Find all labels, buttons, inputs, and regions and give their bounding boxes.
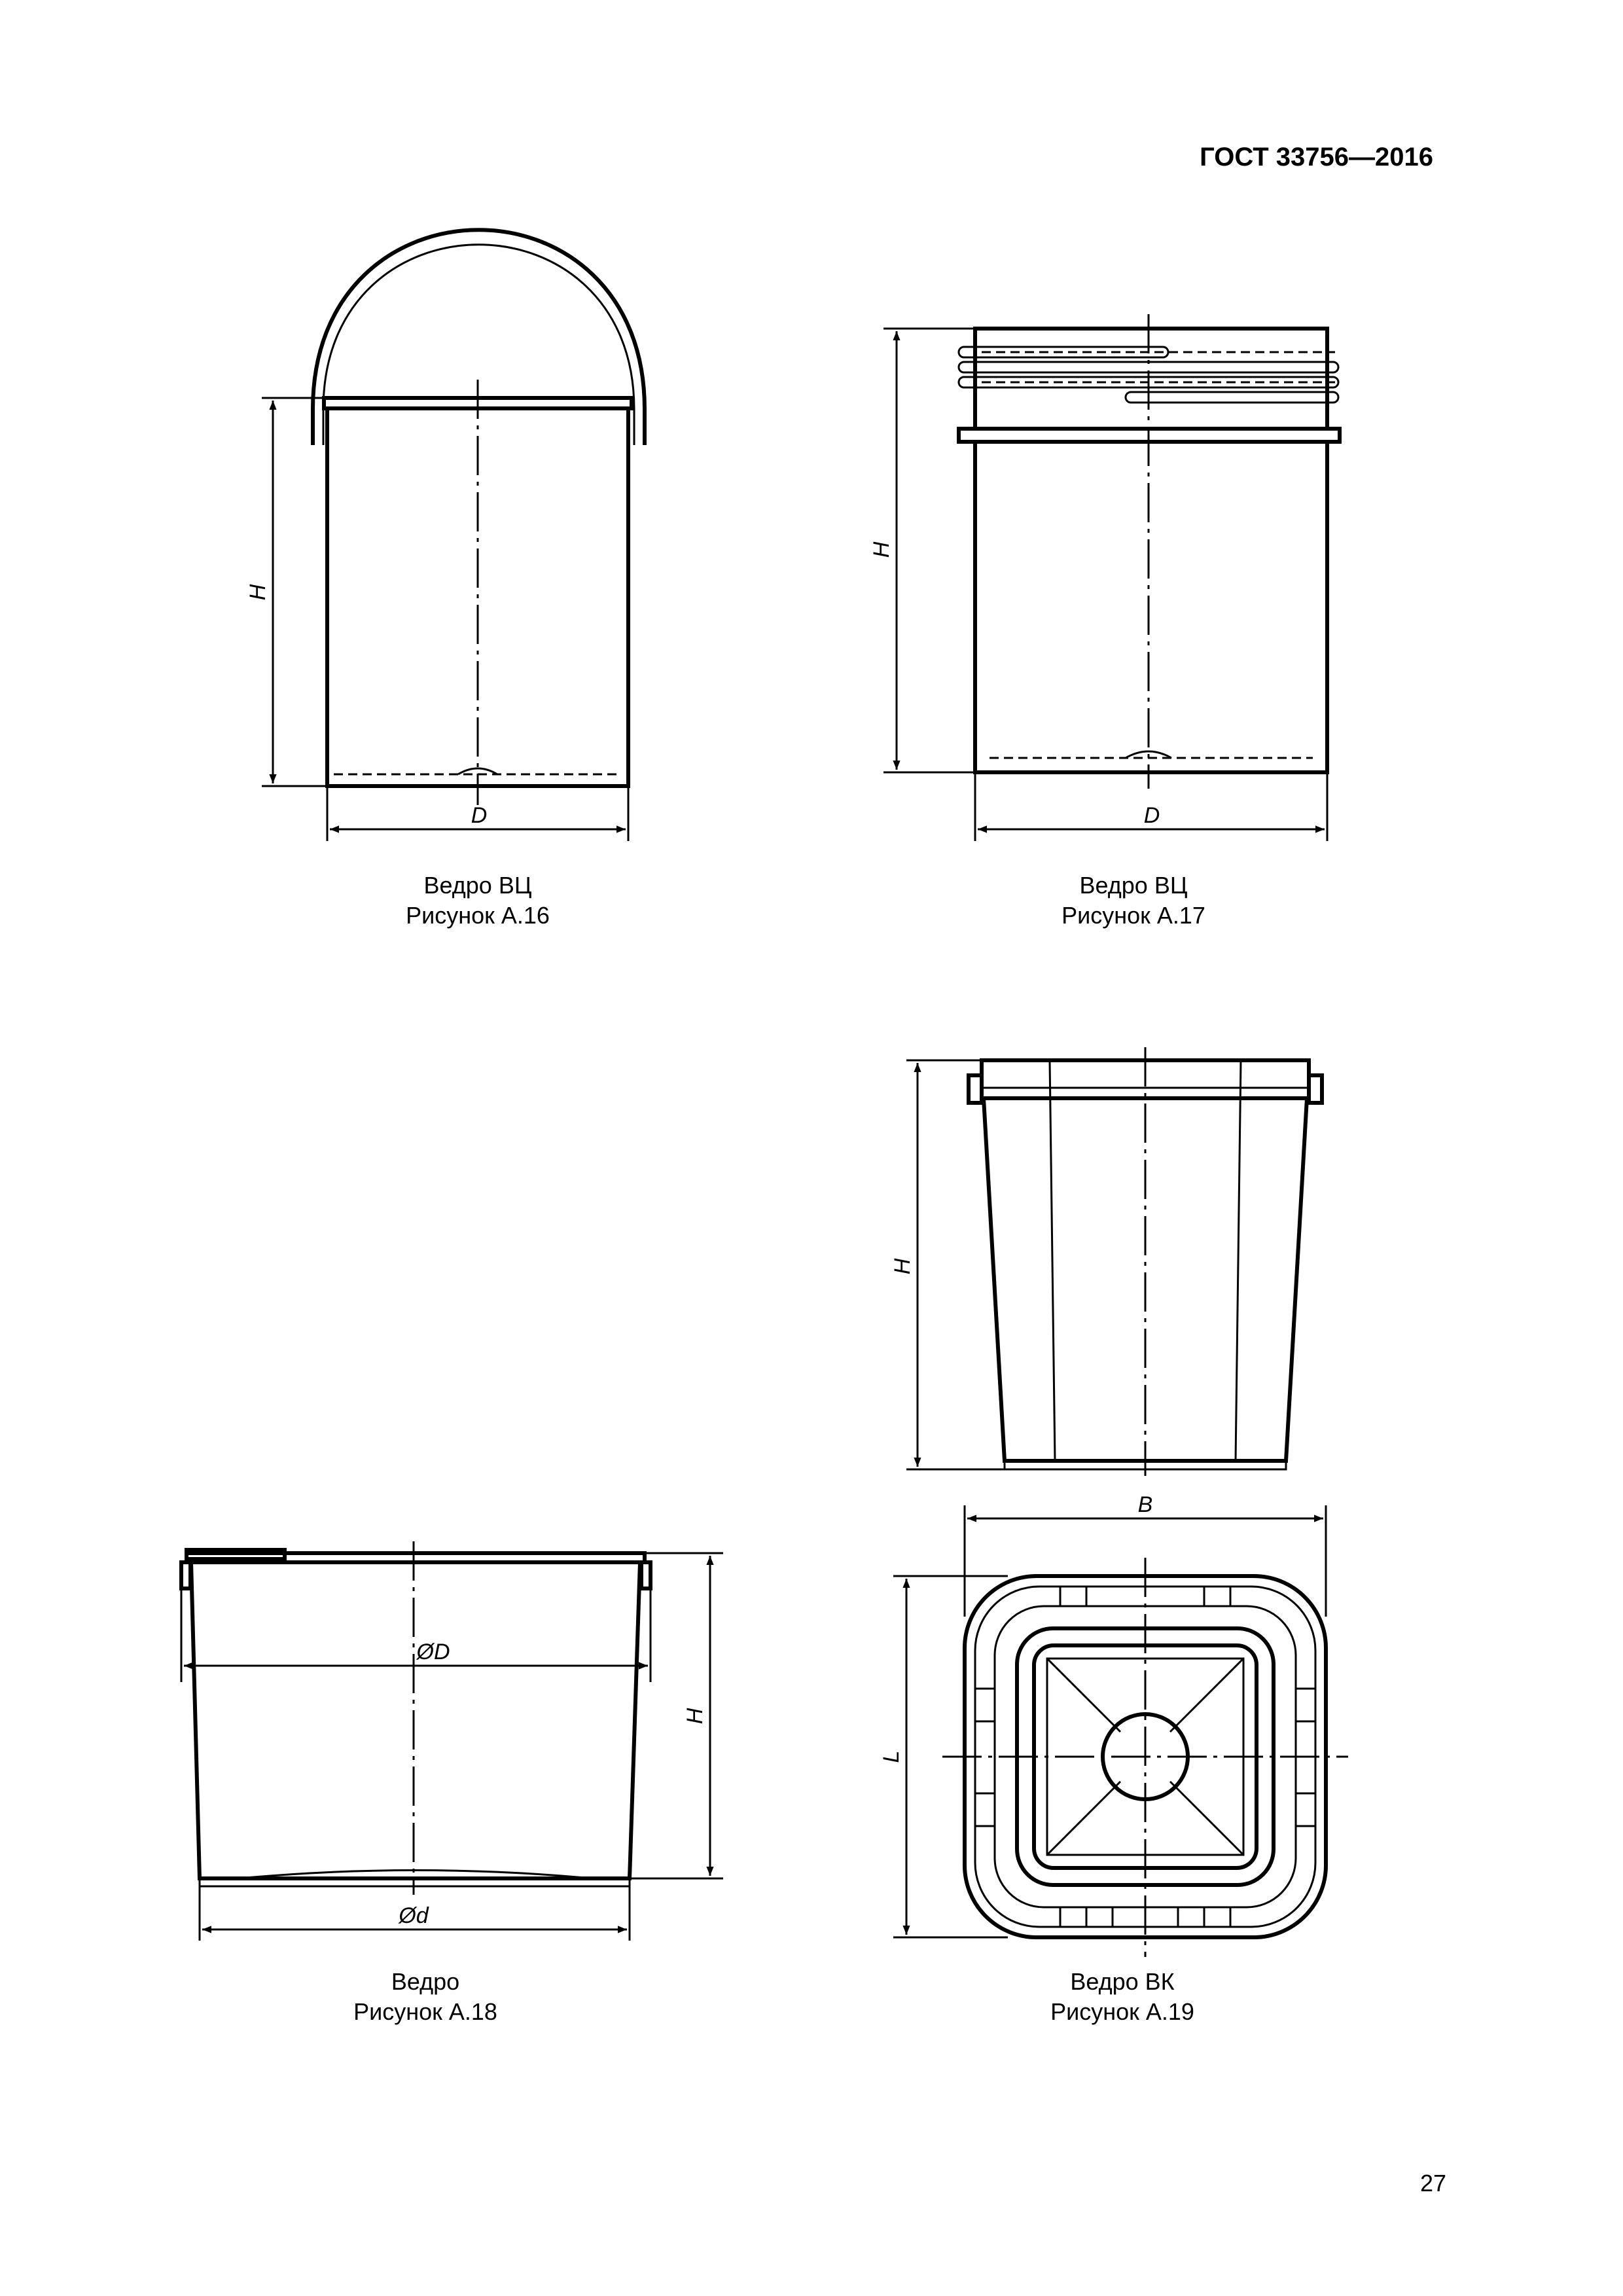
figure-number: Рисунок А.17 xyxy=(1061,902,1205,929)
figure-number: Рисунок А.18 xyxy=(353,1998,497,2025)
figure-a17-caption xyxy=(970,870,1297,931)
figure-title: Ведро ВК xyxy=(1070,1968,1175,1995)
top-diameter-label: ØD xyxy=(416,1640,450,1664)
height-label: H xyxy=(869,541,894,558)
figure-a19-front-view xyxy=(890,1047,1322,1476)
height-label: H xyxy=(683,1708,707,1725)
figure-number: Рисунок А.16 xyxy=(406,902,550,929)
figure-a19-caption xyxy=(959,1967,1286,2027)
bucket-body xyxy=(975,442,1327,772)
figure-number: Рисунок А.19 xyxy=(1050,1998,1194,2025)
figure-a18-caption xyxy=(262,1967,589,2027)
figure-title: Ведро xyxy=(391,1968,460,1995)
document-header: ГОСТ 33756—2016 xyxy=(1200,143,1433,171)
figure-title: Ведро ВЦ xyxy=(423,872,532,899)
bucket-body xyxy=(191,1562,640,1878)
width-label: B xyxy=(1137,1492,1153,1517)
figure-a16-drawing xyxy=(245,230,645,841)
neck xyxy=(975,329,1327,429)
figure-a19-top-view xyxy=(879,1492,1348,1957)
diameter-label: D xyxy=(471,803,488,828)
height-label: H xyxy=(245,584,270,601)
figure-a18-drawing xyxy=(181,1541,723,1941)
diameter-label: D xyxy=(1143,803,1160,828)
height-label: H xyxy=(890,1258,915,1275)
figure-a16-caption xyxy=(314,870,641,931)
length-label: L xyxy=(879,1750,904,1763)
bottom-diameter-label: Ød xyxy=(399,1903,429,1928)
page-number: 27 xyxy=(1419,2170,1446,2197)
figure-title: Ведро ВЦ xyxy=(1079,872,1188,899)
figure-a17-drawing xyxy=(869,314,1340,841)
